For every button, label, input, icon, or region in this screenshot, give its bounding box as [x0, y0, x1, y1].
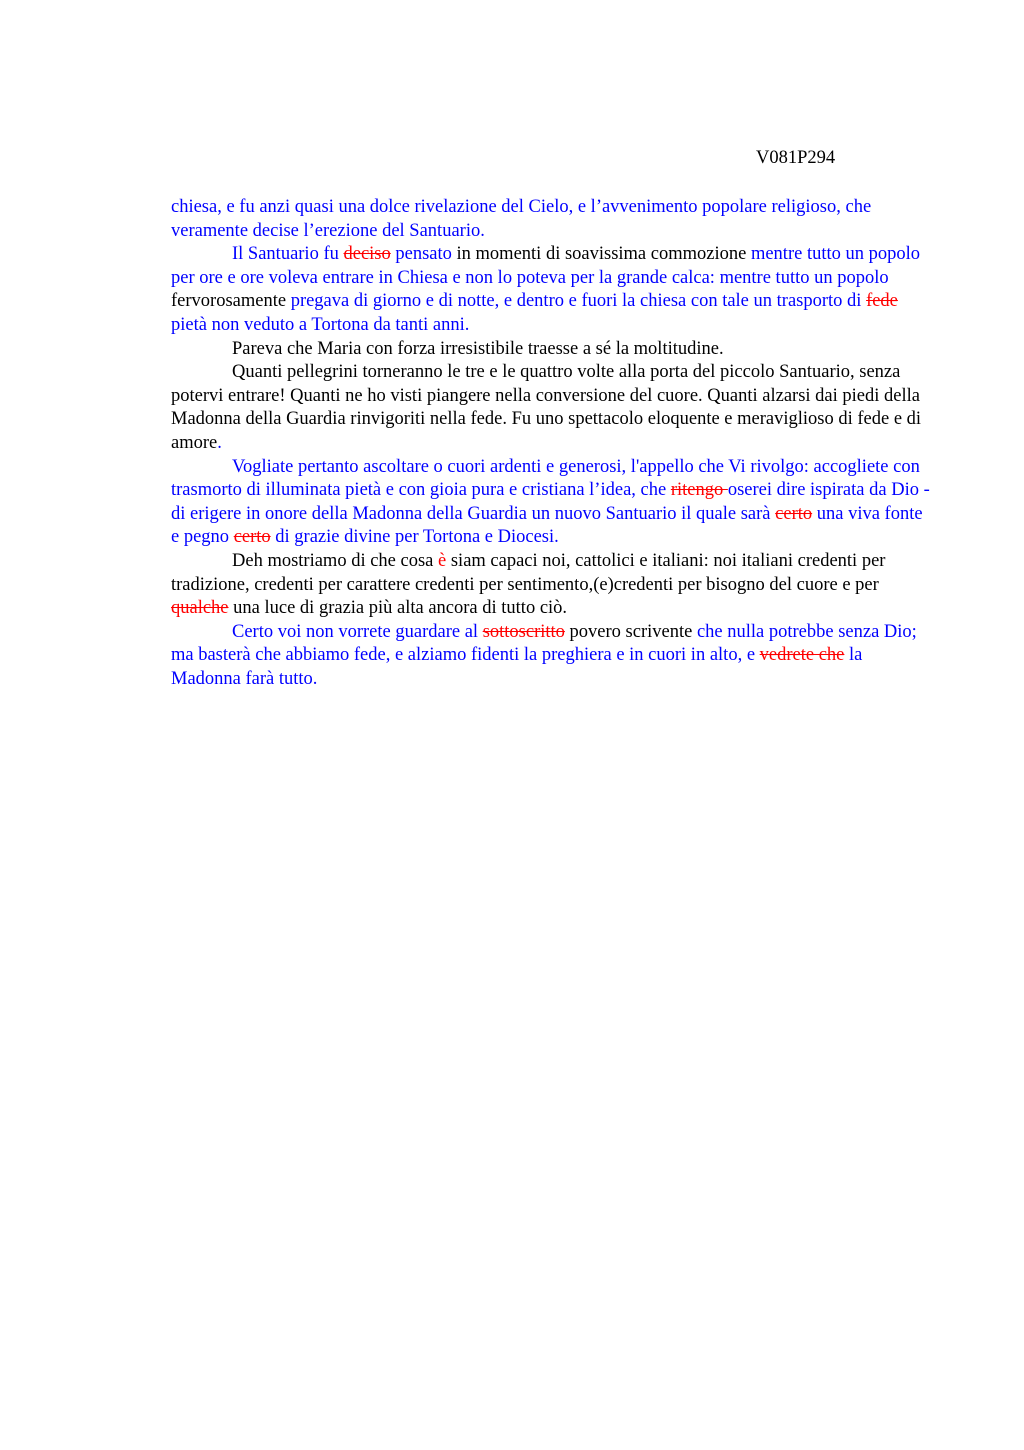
- deleted-text-segment: deciso: [343, 244, 391, 265]
- paragraph: [171, 550, 931, 621]
- deleted-text-segment: vedrete che: [759, 645, 845, 666]
- text-segment: Quanti pellegrini torneranno le tre e le quattro volte alla porta del piccolo Santuario, senza potervi entrare! Quanti ne ho visti piangere nella conversione del cuore. Quanti alzarsi dai piedi della Madonna della Guardia rinvigoriti nella fede. Fu uno spettacolo eloquente e meraviglioso di fede e di amore: [171, 362, 922, 453]
- added-text-segment: la Madonna farà tutto.: [171, 645, 863, 689]
- text-segment: una luce di grazia più alta ancora di tutto ciò.: [228, 598, 568, 619]
- deleted-text-segment: sottoscritto: [482, 621, 565, 642]
- added-text-segment: che nulla potrebbe senza Dio; ma basterà che abbiamo fede, e alziamo fidenti la preghiera e in cuori in alto, e: [171, 621, 917, 666]
- text-segment: in momenti di soavissima commozione: [451, 244, 751, 265]
- added-text-segment: di grazie divine per Tortona e Diocesi.: [270, 527, 559, 548]
- added-text-segment: Il Santuario fu: [232, 244, 344, 265]
- text-segment: siam capaci noi, cattolici e italiani: noi italiani credenti per tradizione, credenti per carattere credenti per sentimento,(e)credenti per bisogno del cuore e per: [171, 550, 886, 595]
- added-text-segment: pensato: [390, 244, 452, 265]
- page-code: V081P294: [756, 148, 836, 168]
- paragraph: [171, 196, 931, 243]
- deleted-text-segment: ritengo: [670, 480, 728, 501]
- added-text-segment: pietà non veduto a Tortona da tanti anni.: [171, 314, 470, 335]
- added-text-segment: una viva fonte e pegno: [171, 503, 923, 548]
- text-segment: povero scrivente: [564, 621, 697, 642]
- deleted-text-segment: qualche: [171, 598, 229, 619]
- paragraph: [171, 243, 931, 337]
- paragraph: [171, 456, 931, 550]
- deleted-text-segment: certo: [775, 503, 813, 524]
- text-segment: Pareva che Maria con forza irresistibile traesse a sé la moltitudine.: [232, 338, 724, 359]
- deleted-text-segment: fede: [866, 291, 898, 312]
- added-text-segment: Vogliate pertanto ascoltare o cuori ardenti e generosi, l'appello che Vi rivolgo: accogliete con trasmorto di illuminata pietà e con gioia pura e cristiana l’idea, che: [171, 456, 920, 501]
- text-segment: fervorosamente: [171, 291, 291, 312]
- added-text-segment: chiesa, e fu anzi quasi una dolce rivelazione del Cielo, e l’avvenimento popolare religioso, che veramente decise l’erezione del Santuario.: [171, 197, 872, 241]
- paragraph: [171, 621, 931, 692]
- added-text-segment: .: [217, 432, 222, 453]
- text-segment: Deh mostriamo di che cosa: [232, 550, 439, 571]
- inserted-correction: è: [438, 550, 447, 571]
- paragraph: [171, 361, 931, 455]
- deleted-text-segment: certo: [233, 527, 271, 548]
- document-body: [171, 196, 931, 691]
- added-text-segment: Certo voi non vorrete guardare al: [232, 621, 483, 642]
- added-text-segment: mentre tutto un popolo per ore e ore voleva entrare in Chiesa e non lo poteva per la grande calca: mentre tutto un popolo: [171, 244, 921, 288]
- paragraph: [171, 338, 931, 362]
- added-text-segment: pregava di giorno e di notte, e dentro e fuori la chiesa con tale un trasporto di: [290, 291, 867, 312]
- added-text-segment: oserei dire ispirata da Dio - di erigere in onore della Madonna della Guardia un nuovo Santuario il quale sarà: [171, 480, 930, 524]
